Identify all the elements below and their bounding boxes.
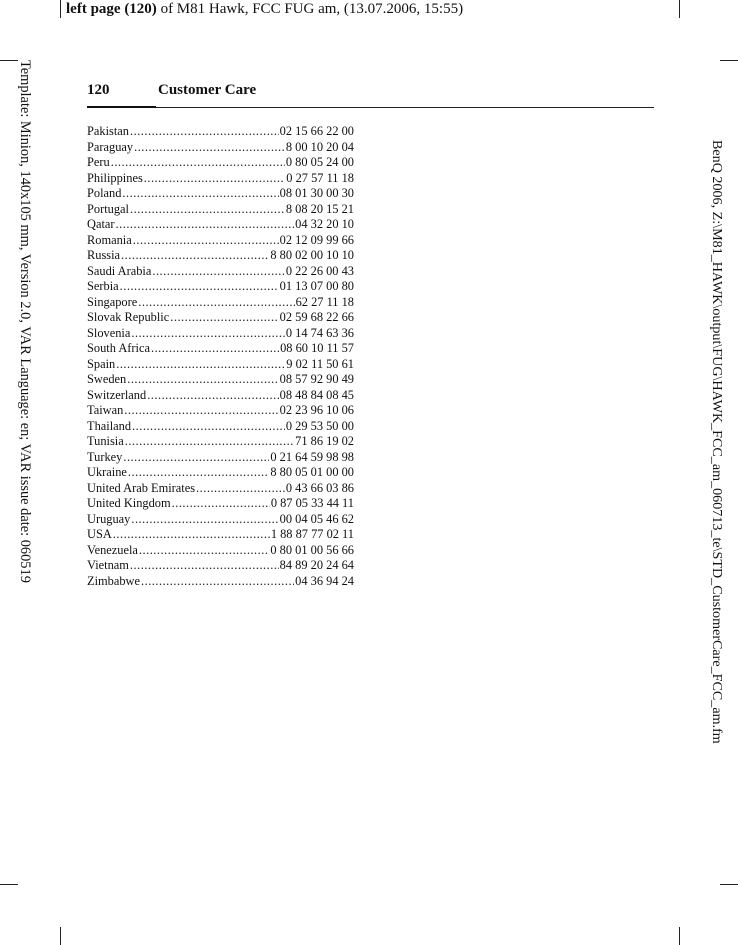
list-item bbox=[87, 434, 354, 450]
list-item bbox=[87, 264, 354, 280]
dot-leader bbox=[116, 217, 295, 233]
dot-leader bbox=[128, 465, 269, 481]
list-item bbox=[87, 574, 354, 590]
phone-number: 01 13 07 00 80 bbox=[279, 279, 354, 293]
template-info-text: Template: Minion, 140x105 mm, Version 2.0, VAR Language: en; VAR issue date: 060519 bbox=[17, 60, 33, 583]
list-item bbox=[87, 465, 354, 481]
country-name: Slovak Republic bbox=[87, 310, 170, 324]
phone-number: 08 60 10 11 57 bbox=[280, 341, 354, 355]
dot-leader bbox=[123, 450, 269, 466]
country-name: Taiwan bbox=[87, 403, 124, 417]
phone-number: 0 43 66 03 86 bbox=[285, 480, 354, 495]
phone-number: 8 80 05 01 00 00 bbox=[270, 465, 354, 479]
dot-leader bbox=[147, 388, 278, 404]
phone-number: 8 00 10 20 04 bbox=[285, 139, 354, 154]
phone-number: 0 29 53 50 00 bbox=[285, 418, 354, 433]
list-item bbox=[87, 326, 354, 342]
country-name: Pakistan bbox=[87, 124, 129, 138]
crop-mark bbox=[60, 927, 61, 945]
list-item bbox=[87, 543, 354, 559]
dot-leader bbox=[116, 357, 285, 373]
dot-leader bbox=[138, 295, 294, 311]
dot-leader bbox=[131, 326, 284, 342]
country-name: United Kingdom bbox=[87, 496, 171, 510]
country-name: Saudi Arabia bbox=[87, 263, 152, 278]
country-name: United Arab Emirates bbox=[87, 480, 196, 495]
print-header bbox=[66, 0, 463, 18]
crop-mark bbox=[720, 60, 738, 61]
country-name: Peru bbox=[87, 155, 110, 169]
dot-leader bbox=[120, 279, 279, 295]
crop-mark bbox=[679, 0, 680, 18]
country-name: Uruguay bbox=[87, 511, 131, 526]
print-header-page: left page (120) bbox=[66, 1, 157, 17]
page-heading bbox=[87, 82, 654, 108]
crop-mark bbox=[679, 927, 680, 945]
country-name: Switzerland bbox=[87, 387, 147, 402]
dot-leader bbox=[125, 434, 294, 450]
country-name: Sweden bbox=[87, 372, 127, 386]
phone-number: 84 89 20 24 64 bbox=[279, 558, 354, 572]
dot-leader bbox=[152, 264, 284, 280]
list-item bbox=[87, 279, 354, 295]
dot-leader bbox=[141, 574, 294, 590]
list-item bbox=[87, 496, 354, 512]
dot-leader bbox=[130, 202, 285, 218]
phone-number: 62 27 11 18 bbox=[295, 294, 354, 309]
list-item bbox=[87, 124, 354, 140]
dot-leader bbox=[170, 310, 278, 326]
country-name: USA bbox=[87, 527, 112, 541]
phone-number: 02 15 66 22 00 bbox=[279, 124, 354, 138]
country-name: Serbia bbox=[87, 279, 119, 293]
phone-number: 0 80 01 00 56 66 bbox=[270, 542, 354, 557]
crop-mark bbox=[0, 884, 18, 885]
dot-leader bbox=[127, 372, 278, 388]
list-item bbox=[87, 202, 354, 218]
phone-number: 8 08 20 15 21 bbox=[285, 201, 354, 216]
dot-leader bbox=[139, 543, 269, 559]
list-item bbox=[87, 558, 354, 574]
country-name: Slovenia bbox=[87, 325, 131, 340]
dot-leader bbox=[113, 527, 270, 543]
phone-number: 8 80 02 00 10 10 bbox=[270, 248, 354, 262]
dot-leader bbox=[124, 403, 278, 419]
list-item bbox=[87, 450, 354, 466]
list-item bbox=[87, 527, 354, 543]
phone-number: 04 32 20 10 bbox=[295, 217, 354, 231]
phone-number: 08 48 84 08 45 bbox=[279, 387, 354, 402]
heading-rule bbox=[87, 106, 156, 108]
country-name: Zimbabwe bbox=[87, 573, 140, 588]
country-name: Vietnam bbox=[87, 558, 129, 572]
dot-leader bbox=[121, 248, 269, 264]
country-name: Thailand bbox=[87, 418, 132, 433]
country-name: Philippines bbox=[87, 170, 143, 185]
print-header-info: of M81 Hawk, FCC FUG am, (13.07.2006, 15:55) bbox=[156, 1, 464, 17]
list-item bbox=[87, 171, 354, 187]
list-item bbox=[87, 481, 354, 497]
dot-leader bbox=[130, 124, 279, 140]
phone-number: 0 27 57 11 18 bbox=[286, 170, 354, 185]
phone-number: 08 57 92 90 49 bbox=[279, 372, 354, 386]
customer-care-phone-list bbox=[87, 124, 354, 589]
list-item bbox=[87, 310, 354, 326]
page-number: 120 bbox=[87, 82, 110, 98]
country-name: Poland bbox=[87, 186, 122, 200]
country-name: Portugal bbox=[87, 201, 129, 216]
dot-leader bbox=[144, 171, 286, 187]
list-item bbox=[87, 372, 354, 388]
country-name: Ukraine bbox=[87, 465, 127, 479]
dot-leader bbox=[130, 558, 279, 574]
country-name: Singapore bbox=[87, 294, 138, 309]
dot-leader bbox=[132, 419, 285, 435]
phone-number: 0 80 05 24 00 bbox=[285, 155, 354, 169]
country-name: Turkey bbox=[87, 449, 123, 464]
list-item bbox=[87, 512, 354, 528]
dot-leader bbox=[134, 140, 285, 156]
phone-number: 71 86 19 02 bbox=[295, 434, 354, 448]
country-name: Russia bbox=[87, 248, 121, 262]
list-item bbox=[87, 217, 354, 233]
phone-number: 02 59 68 22 66 bbox=[279, 310, 354, 324]
section-title: Customer Care bbox=[158, 82, 257, 98]
list-item bbox=[87, 419, 354, 435]
dot-leader bbox=[131, 512, 278, 528]
phone-number: 0 87 05 33 44 11 bbox=[270, 496, 354, 510]
phone-number: 04 36 94 24 bbox=[295, 573, 354, 588]
phone-number: 1 88 87 77 02 11 bbox=[270, 527, 354, 541]
phone-number: 9 02 11 50 61 bbox=[286, 356, 354, 371]
country-name: Spain bbox=[87, 356, 116, 371]
list-item bbox=[87, 233, 354, 249]
country-name: Romania bbox=[87, 232, 132, 247]
file-path-text: BenQ 2006, Z:\M81_HAWK\output\FUG\HAWK_FCC_am_060713_te\STD_CustomerCare_FCC_am.fm bbox=[709, 140, 725, 744]
list-item bbox=[87, 155, 354, 171]
phone-number: 0 22 26 00 43 bbox=[285, 263, 354, 278]
list-item bbox=[87, 186, 354, 202]
dot-leader bbox=[111, 155, 285, 171]
crop-mark bbox=[60, 0, 61, 18]
phone-number: 02 23 96 10 06 bbox=[279, 403, 354, 417]
dot-leader bbox=[172, 496, 270, 512]
phone-number: 08 01 30 00 30 bbox=[279, 186, 354, 200]
phone-number: 0 14 74 63 36 bbox=[285, 325, 354, 340]
list-item bbox=[87, 403, 354, 419]
dot-leader bbox=[133, 233, 279, 249]
list-item bbox=[87, 140, 354, 156]
dot-leader bbox=[122, 186, 278, 202]
phone-number: 00 04 05 46 62 bbox=[279, 511, 354, 526]
list-item bbox=[87, 295, 354, 311]
phone-number: 0 21 64 59 98 98 bbox=[270, 449, 354, 464]
dot-leader bbox=[196, 481, 285, 497]
country-name: Qatar bbox=[87, 217, 115, 231]
country-name: Venezuela bbox=[87, 542, 138, 557]
list-item bbox=[87, 357, 354, 373]
dot-leader bbox=[151, 341, 279, 357]
list-item bbox=[87, 341, 354, 357]
country-name: Tunisia bbox=[87, 434, 124, 448]
list-item bbox=[87, 248, 354, 264]
phone-number: 02 12 09 99 66 bbox=[279, 232, 354, 247]
crop-mark bbox=[720, 884, 738, 885]
country-name: Paraguay bbox=[87, 139, 134, 154]
list-item bbox=[87, 388, 354, 404]
country-name: South Africa bbox=[87, 341, 150, 355]
